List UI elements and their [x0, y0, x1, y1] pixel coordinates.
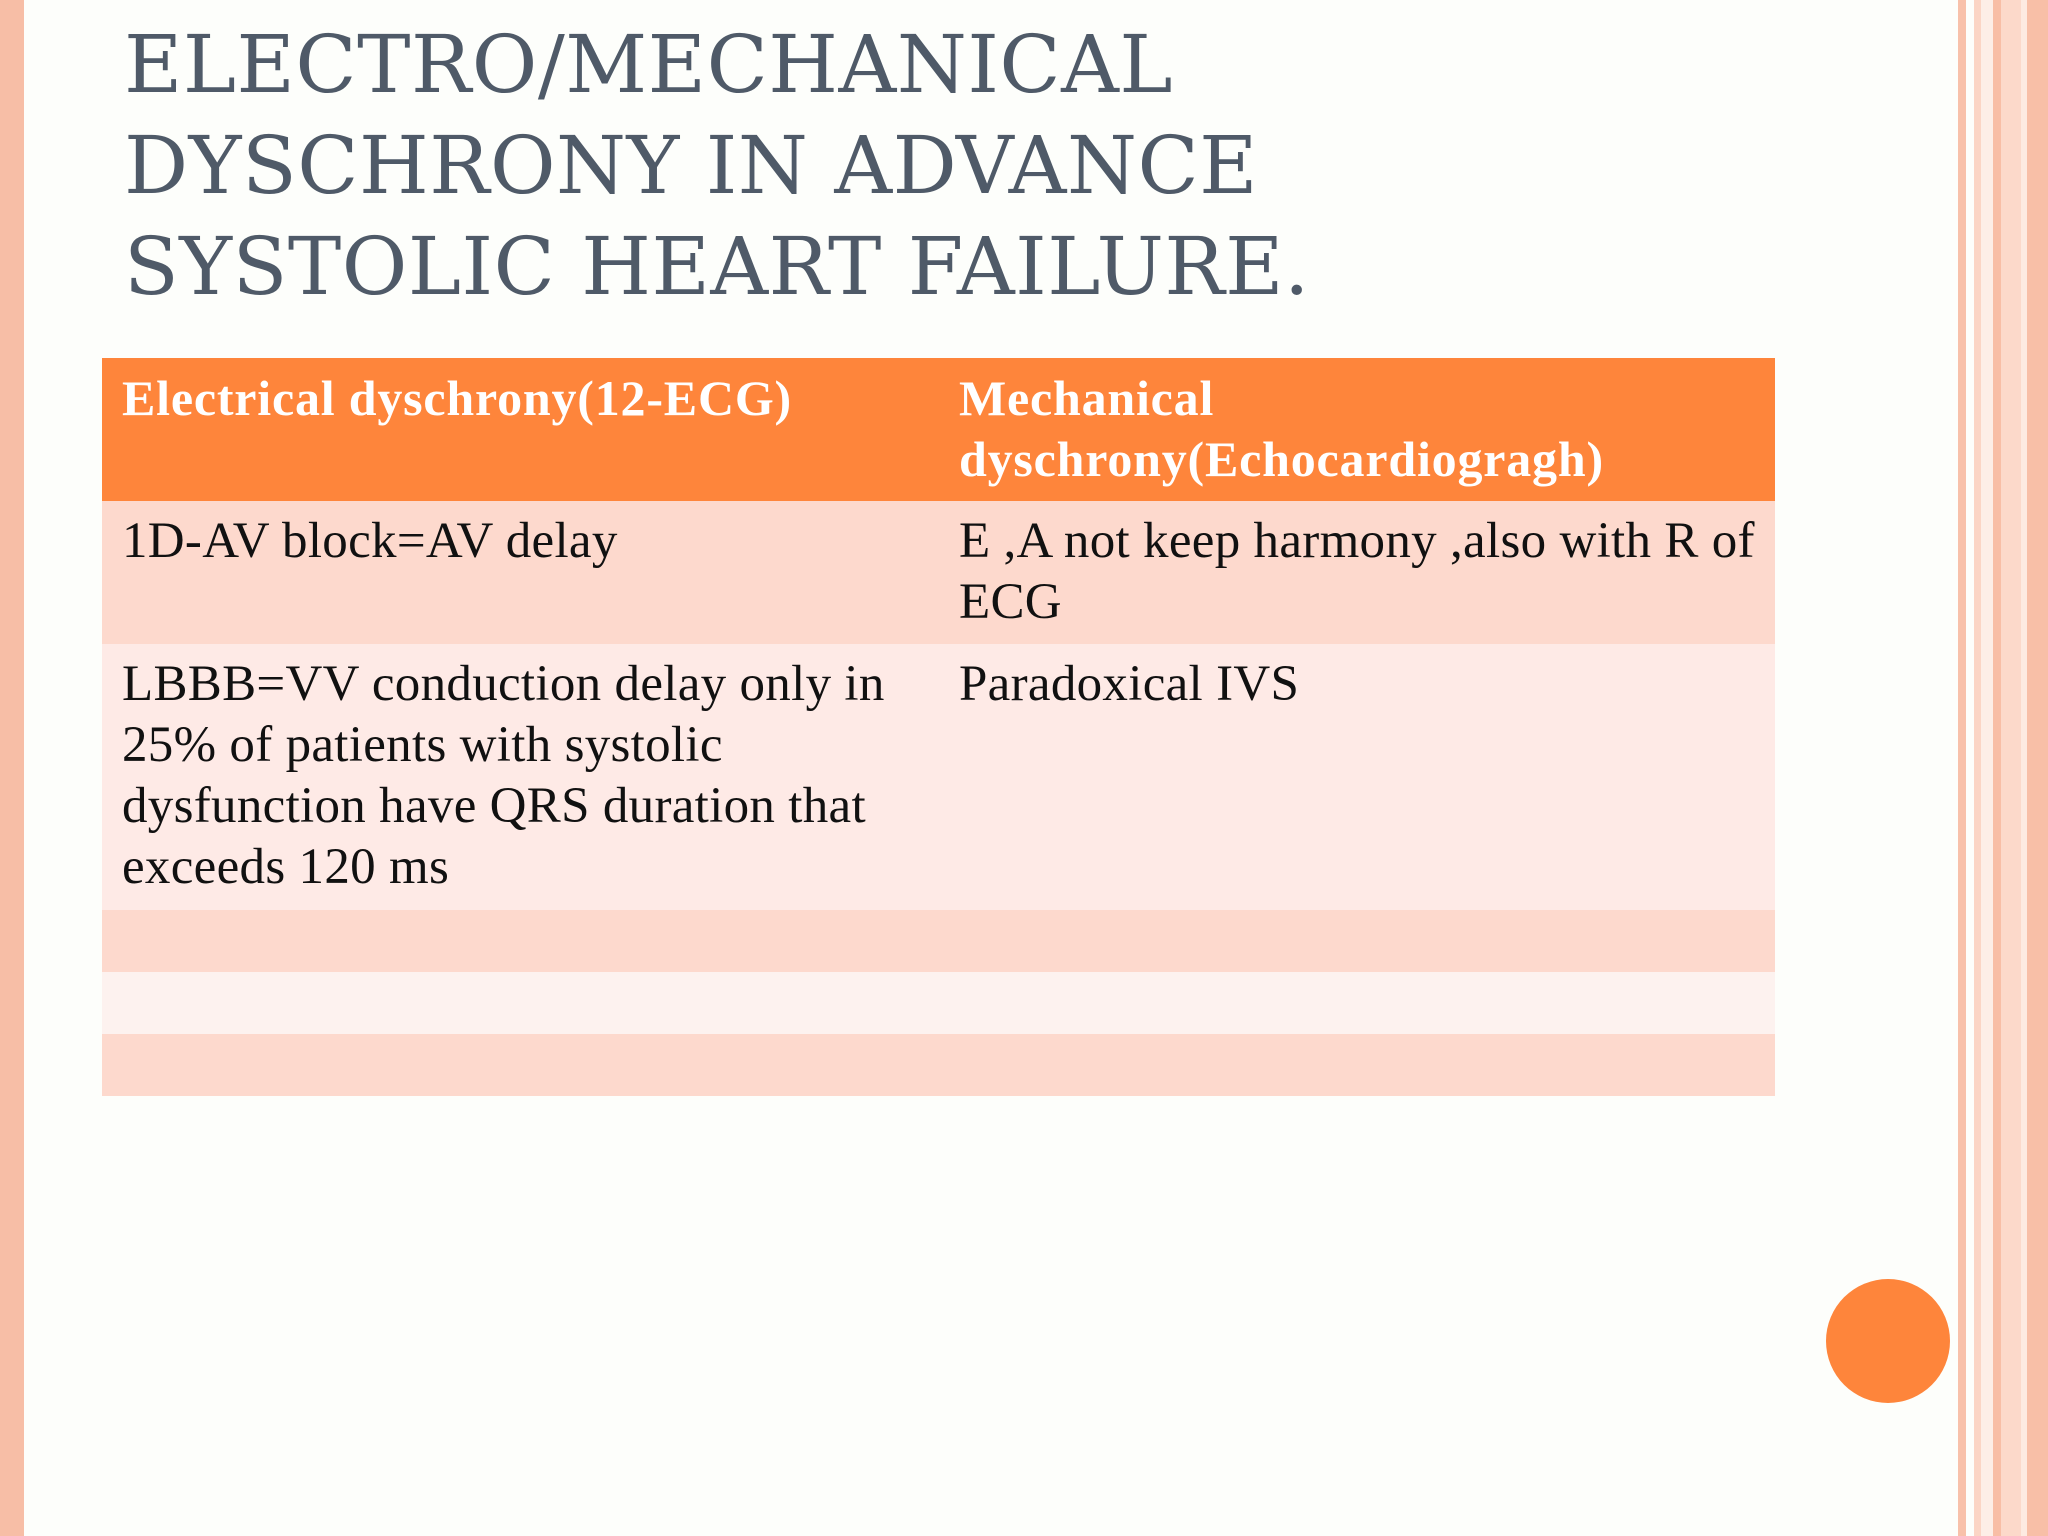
table-cell: [102, 910, 939, 972]
table-cell: [102, 1034, 939, 1096]
right-stripe-decoration: [1958, 0, 1966, 1536]
table-cell: Paradoxical IVS: [939, 644, 1775, 910]
orange-circle-decoration: [1826, 1279, 1950, 1403]
table-row: [102, 1034, 1775, 1096]
table-row: [102, 972, 1775, 1034]
title-line-3: SYSTOLIC HEART FAILURE.: [124, 220, 1310, 313]
table-header-row: [102, 358, 1775, 501]
title-line-2: DYSCHRONY IN ADVANCE: [124, 119, 1259, 212]
header-mechanical: Mechanical dyschrony(Echocardiogragh): [939, 358, 1775, 501]
table-row: [102, 501, 1775, 644]
right-stripe-decoration: [1981, 0, 1993, 1536]
right-stripe-decoration: [2001, 0, 2021, 1536]
table-row: [102, 644, 1775, 910]
table-cell: 1D-AV block=AV delay: [102, 501, 939, 644]
table-cell: [102, 972, 939, 1034]
table-cell: [939, 910, 1775, 972]
dyschrony-table: [102, 358, 1775, 1096]
table-cell: E ,A not keep harmony ,also with R of ECG: [939, 501, 1775, 644]
table-row: [102, 910, 1775, 972]
right-stripe-decoration: [1974, 0, 1981, 1536]
slide-title: [124, 14, 1424, 317]
table-cell: [939, 972, 1775, 1034]
header-electrical: Electrical dyschrony(12-ECG): [102, 358, 939, 501]
title-line-1: ELECTRO/MECHANICAL: [124, 18, 1174, 111]
right-stripe-decoration: [2027, 0, 2048, 1536]
table-cell: [939, 1034, 1775, 1096]
left-border-decoration: [0, 0, 24, 1536]
table-cell: LBBB=VV conduction delay only in 25% of patients with systolic dysfunction have QRS duration that exceeds 120 ms: [102, 644, 939, 910]
right-stripe-decoration: [1993, 0, 2001, 1536]
